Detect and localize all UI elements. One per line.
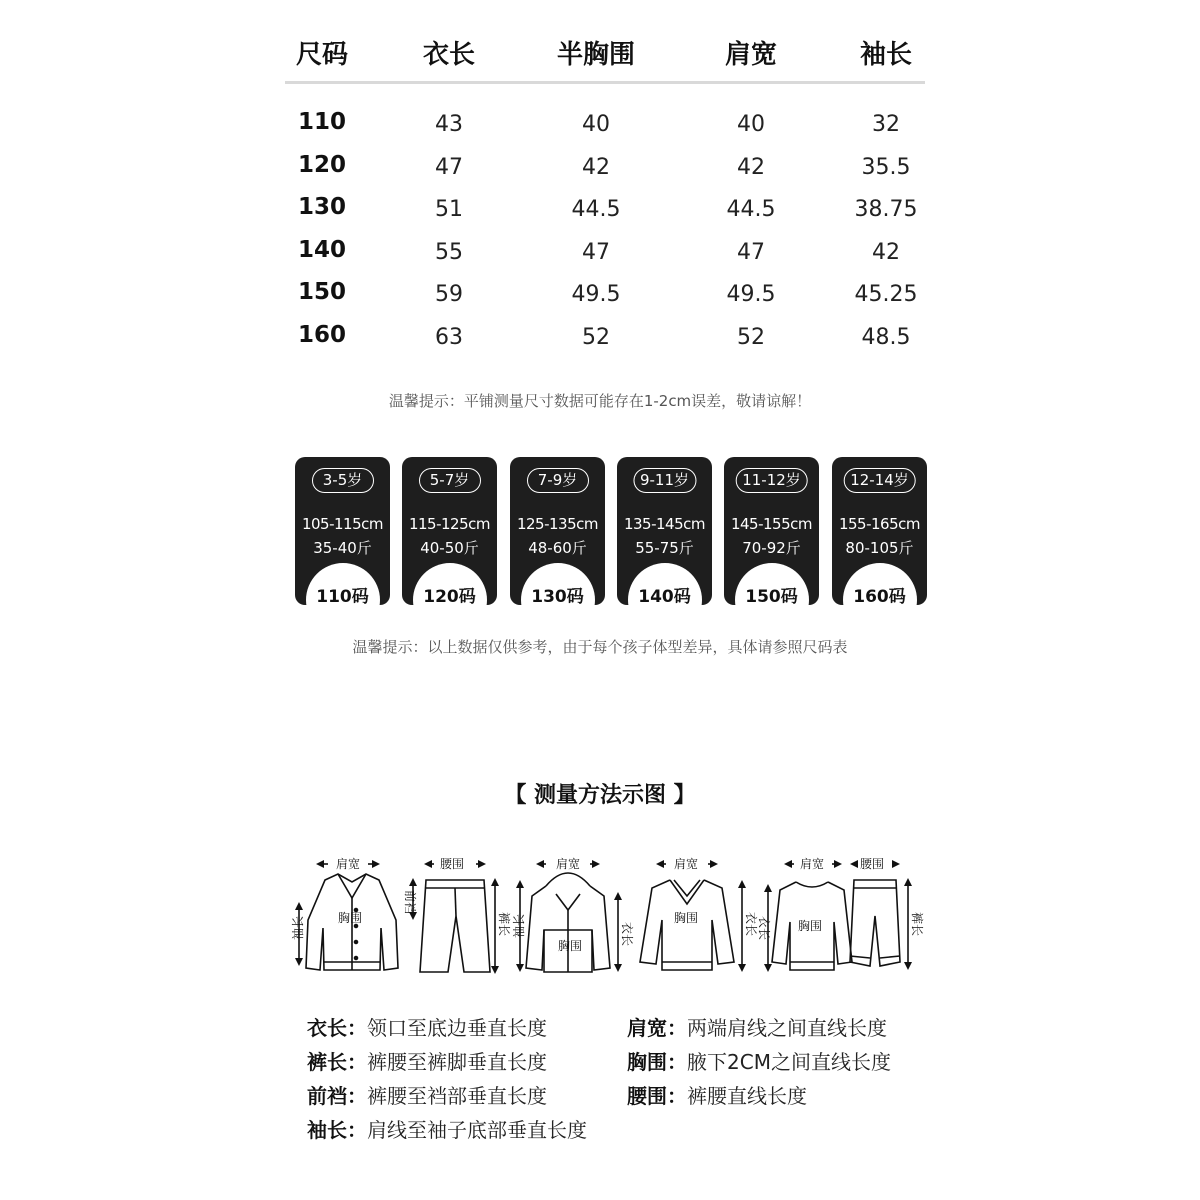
height-range: 105-115cm: [301, 515, 384, 533]
sweatshirt-shoulder-label: 肩宽: [800, 857, 825, 871]
measure-cell: 49.5: [571, 282, 621, 308]
measure-cell: 45.25: [854, 282, 918, 308]
jacket-sleeve-label: 袖长: [291, 915, 305, 940]
size-code: 150码: [745, 587, 798, 607]
height-range: 135-145cm: [623, 515, 706, 533]
measure-cell: 49.5: [726, 282, 776, 308]
hoodie-icon: [520, 864, 618, 972]
definition-item: 胸围：腋下2CM之间直线长度: [627, 1050, 891, 1074]
size-cell: 160: [297, 321, 347, 348]
sweater-shoulder-label: 肩宽: [674, 857, 699, 871]
measure-cell: 47: [435, 154, 463, 180]
header-size: 尺码: [295, 40, 349, 70]
age-badge: 7-9岁: [527, 468, 589, 493]
table-row: [285, 321, 925, 368]
header-divider: [285, 81, 925, 84]
measure-cell: 38.75: [854, 197, 918, 223]
sweatshirt-length-label: 衣长: [757, 916, 771, 941]
size-cell: 130: [297, 194, 347, 221]
age-badge: 9-11岁: [633, 468, 696, 493]
measure-cell: 35.5: [861, 154, 911, 180]
definition-item: 腰围：裤腰直线长度: [627, 1084, 807, 1108]
measure-cell: 47: [737, 239, 765, 265]
size-cell: 110: [297, 109, 347, 135]
measure-cell: 44.5: [726, 197, 776, 223]
size-cell: 140: [297, 236, 347, 263]
sweater-chest-label: 胸围: [674, 911, 699, 925]
jeans-length-label: 裤长: [497, 912, 511, 937]
measure-title: 【 测量方法示图 】: [504, 783, 696, 808]
measurement-illustrations: [280, 850, 924, 985]
size-code: 120码: [423, 587, 476, 607]
measure-cell: 55: [435, 239, 463, 265]
age-badge: 3-5岁: [312, 468, 374, 493]
height-range: 125-135cm: [516, 515, 599, 533]
size-card: [832, 457, 927, 605]
weight-range: 40-50斤: [420, 539, 479, 557]
size-code: 140码: [638, 587, 691, 607]
size-table: [285, 30, 925, 350]
table-row: [285, 109, 925, 155]
sweatshirt-icon: [768, 864, 852, 970]
measure-cell: 42: [872, 239, 900, 265]
jacket-shoulder-label: 肩宽: [336, 857, 361, 871]
measure-cell: 52: [737, 324, 765, 350]
height-range: 115-125cm: [408, 515, 491, 533]
jeans-rise-label: 前裆: [403, 890, 417, 915]
size-card: [402, 457, 497, 605]
hoodie-sleeve-label: 袖长: [512, 913, 526, 938]
weight-range: 48-60斤: [528, 539, 587, 557]
size-code: 160码: [853, 587, 906, 607]
header-length: 衣长: [422, 40, 476, 70]
measure-cell: 47: [582, 239, 610, 265]
age-badge: 12-14岁: [843, 468, 916, 493]
measure-cell: 40: [737, 112, 765, 137]
size-card: [295, 457, 390, 605]
jogger-length-label: 裤长: [910, 912, 924, 937]
size-cell: 150: [297, 279, 347, 306]
table-body: [285, 109, 925, 368]
table-header: [285, 30, 925, 86]
size-code: 110码: [316, 587, 369, 607]
header-half-chest: 半胸围: [556, 40, 636, 70]
hoodie-chest-label: 胸围: [558, 939, 583, 953]
weight-range: 80-105斤: [845, 539, 914, 557]
size-card: [724, 457, 819, 605]
measure-cell: 42: [582, 154, 610, 180]
measure-cell: 43: [435, 112, 463, 137]
measure-cell: 40: [582, 112, 610, 137]
header-sleeve: 袖长: [859, 40, 913, 70]
size-code: 130码: [531, 587, 584, 607]
tip-reference: 温馨提示：以上数据仅供参考，由于每个孩子体型差异，具体请参照尺码表: [352, 638, 848, 656]
definition-item: 前裆：裤腰至裆部垂直长度: [307, 1084, 547, 1108]
measurement-definitions: [0, 1012, 1200, 1152]
sweater-length-label: 衣长: [744, 912, 758, 937]
size-cell: 120: [297, 151, 347, 178]
measure-cell: 32: [872, 112, 900, 137]
age-badge: 11-12岁: [735, 468, 808, 493]
jogger-pants-icon: [850, 864, 908, 966]
measure-cell: 42: [737, 154, 765, 180]
age-badge: 5-7岁: [419, 468, 481, 493]
table-row: [285, 194, 925, 240]
table-row: [285, 151, 925, 198]
jeans-icon: [413, 864, 495, 972]
hoodie-shoulder-label: 肩宽: [556, 857, 581, 871]
height-range: 145-155cm: [730, 515, 813, 533]
jogger-waist-label: 腰围: [860, 857, 885, 871]
weight-range: 55-75斤: [635, 539, 694, 557]
size-card: [510, 457, 605, 605]
definition-item: 衣长：领口至底边垂直长度: [307, 1016, 547, 1040]
table-row: [285, 279, 925, 325]
definition-item: 裤长：裤腰至裤脚垂直长度: [307, 1050, 547, 1074]
measure-cell: 52: [582, 324, 610, 350]
measure-cell: 63: [435, 324, 463, 350]
definition-item: 肩宽：两端肩线之间直线长度: [627, 1016, 887, 1040]
definition-item: 袖长：肩线至袖子底部垂直长度: [307, 1118, 587, 1142]
header-shoulder: 肩宽: [724, 40, 778, 70]
sweatshirt-chest-label: 胸围: [798, 919, 823, 933]
age-size-cards: [295, 457, 935, 605]
jacket-chest-label: 胸围: [338, 911, 363, 925]
measure-cell: 48.5: [861, 324, 911, 350]
height-range: 155-165cm: [838, 515, 921, 533]
measure-cell: 59: [435, 282, 463, 308]
weight-range: 35-40斤: [313, 539, 372, 557]
jeans-waist-label: 腰围: [440, 857, 465, 871]
hoodie-length-label: 衣长: [620, 922, 634, 947]
tip-measurement-error: 温馨提示：平铺测量尺寸数据可能存在1-2cm误差，敬请谅解！: [388, 392, 812, 410]
weight-range: 70-92斤: [742, 539, 801, 557]
size-card: [617, 457, 712, 605]
measure-cell: 51: [435, 197, 463, 223]
table-row: [285, 236, 925, 283]
measure-cell: 44.5: [571, 197, 621, 223]
